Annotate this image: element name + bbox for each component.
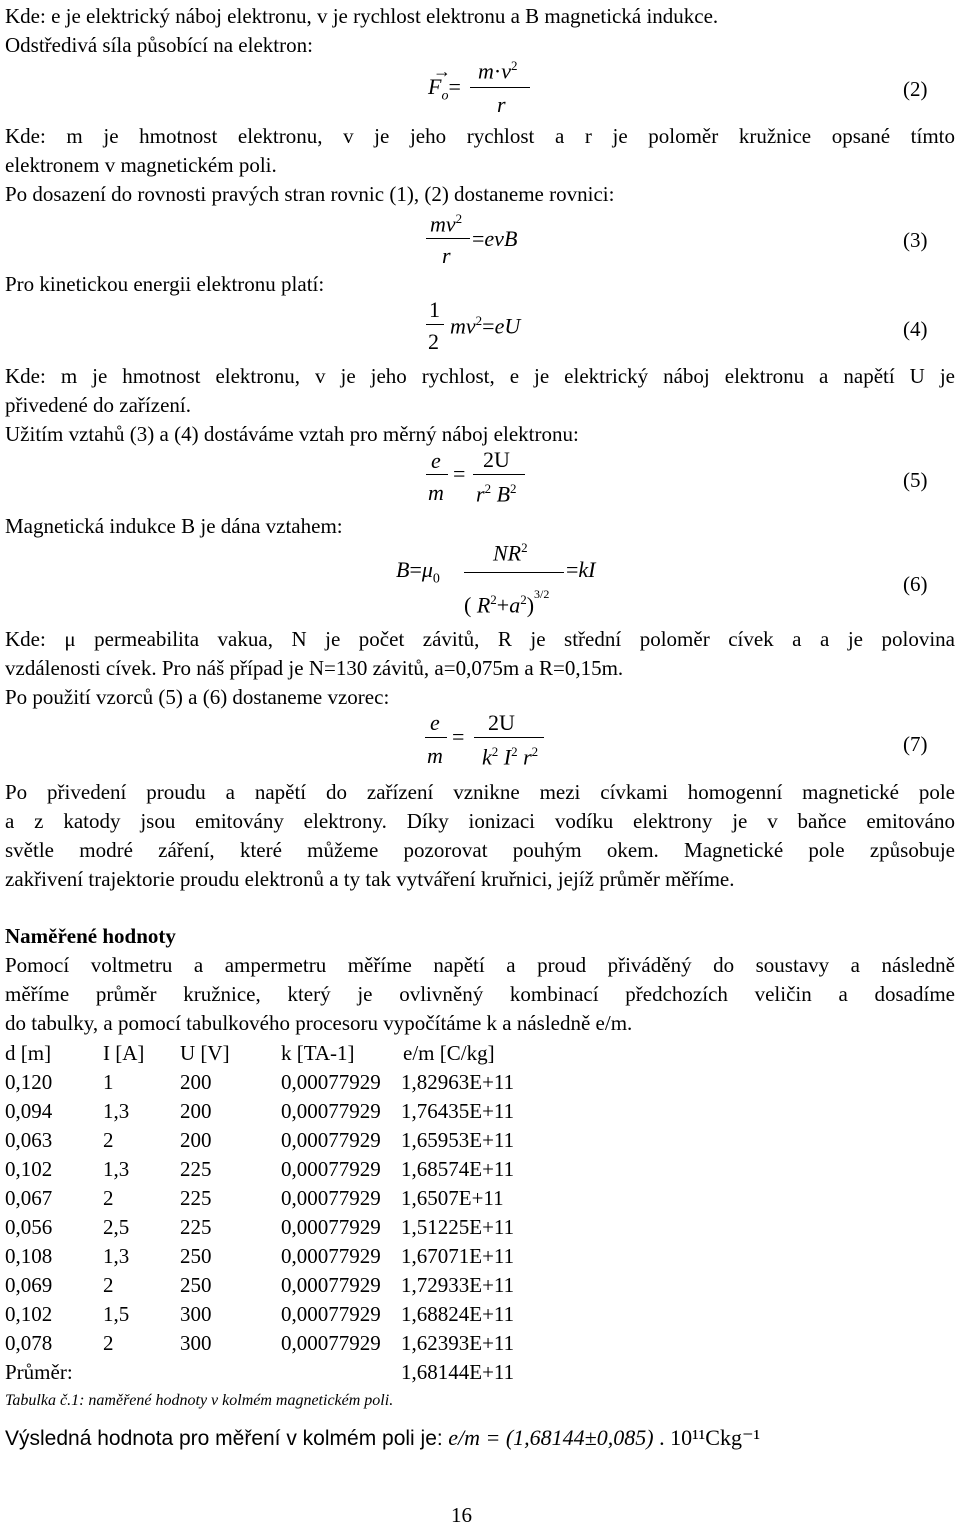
table-cell: 1,6507E+11 [401, 1186, 504, 1210]
text-line-11: Kde: μ permeabilita vakua, N je počet závitů, R je střední poloměr cívek a a je polovina [5, 627, 955, 651]
table-cell: 1,3 [103, 1157, 130, 1181]
text-line-2: Odstředivá síla působící na elektron: [5, 33, 313, 57]
table-cell: 250 [180, 1244, 212, 1268]
text-line-13: Po použití vzorců (5) a (6) dostaneme vzorec: [5, 685, 390, 709]
average-value: 1,68144E+11 [401, 1360, 515, 1384]
text-line-12: vzdálenosti cívek. Pro náš případ je N=130 závitů, a=0,075m a R=0,15m. [5, 656, 624, 680]
text-line-20: do tabulky, a pomocí tabulkového procesoru vypočítáme k a následně e/m. [5, 1011, 633, 1035]
table-cell: 0,094 [5, 1099, 53, 1123]
table-cell: 0,078 [5, 1331, 53, 1355]
table-cell: 2 [103, 1331, 114, 1355]
table-cell: 2 [103, 1128, 114, 1152]
table-cell: 300 [180, 1331, 212, 1355]
text-line-16: světle modré záření, které můžeme pozorovat pouhým okem. Magnetické pole způsobuje [5, 838, 955, 862]
table-cell: 1,51225E+11 [401, 1215, 515, 1239]
text-line-15: a z katody jsou emitovány elektrony. Díky ionizaci vodíku elektrony je v baňce emitováno [5, 809, 955, 833]
text-line-9: Užitím vztahů (3) a (4) dostáváme vztah pro měrný náboj elektronu: [5, 422, 579, 446]
table-cell: 0,00077929 [281, 1157, 381, 1181]
table-cell: 0,069 [5, 1273, 53, 1297]
table-cell: 1,62393E+11 [401, 1331, 515, 1355]
table-cell: 300 [180, 1302, 212, 1326]
table-cell: 225 [180, 1157, 212, 1181]
table-caption: Tabulka č.1: naměřené hodnoty v kolmém magnetickém poli. [5, 1392, 394, 1409]
text-line-3: Kde: m je hmotnost elektronu, v je jeho rychlost a r je poloměr kružnice opsané tímto [5, 124, 955, 148]
table-cell: 0,00077929 [281, 1186, 381, 1210]
table-cell: 1,3 [103, 1244, 130, 1268]
table-cell: 0,102 [5, 1157, 53, 1181]
table-cell: 0,120 [5, 1070, 53, 1094]
table-cell: 0,00077929 [281, 1070, 381, 1094]
table-cell: 0,00077929 [281, 1215, 381, 1239]
text-line-19: měříme průměr kružnice, který je ovlivněný kombinací předchozích veličin a dosadíme [5, 982, 955, 1006]
table-cell: 225 [180, 1215, 212, 1239]
section-heading: Naměřené hodnoty [5, 924, 176, 948]
text-line-1: Kde: e je elektrický náboj elektronu, v je rychlost elektronu a B magnetická indukce. [5, 4, 719, 28]
result-value: e/m = (1,68144±0,085) [448, 1425, 654, 1450]
table-cell: 0,067 [5, 1186, 53, 1210]
text-line-17: zakřivení trajektorie proudu elektronů a ty tak vytváření kruřnici, jejíž průměr měříme. [5, 867, 735, 891]
equation-number-6: (6) [903, 572, 928, 596]
equation-number-2: (2) [903, 77, 928, 101]
equation-number-7: (7) [903, 732, 928, 756]
text-line-5: Po dosazení do rovnosti pravých stran rovnic (1), (2) dostaneme rovnici: [5, 182, 615, 206]
table-cell: 0,00077929 [281, 1128, 381, 1152]
table-cell: 1,72933E+11 [401, 1273, 515, 1297]
table-cell: 200 [180, 1070, 212, 1094]
text-line-6: Pro kinetickou energii elektronu platí: [5, 272, 325, 296]
table-cell: 0,102 [5, 1302, 53, 1326]
table-header: k [TA-1] [281, 1041, 355, 1065]
table-cell: 250 [180, 1273, 212, 1297]
table-cell: 1,68824E+11 [401, 1302, 515, 1326]
table-header: e/m [C/kg] [403, 1041, 495, 1065]
text-line-14: Po přivedení proudu a napětí do zařízení vznikne mezi cívkami homogenní magnetické pole [5, 780, 955, 804]
table-cell: 0,063 [5, 1128, 53, 1152]
equation-number-3: (3) [903, 228, 928, 252]
equation-number-4: (4) [903, 317, 928, 341]
table-cell: 225 [180, 1186, 212, 1210]
table-cell: 1,82963E+11 [401, 1070, 515, 1094]
result-line [5, 1425, 760, 1451]
table-cell: 0,00077929 [281, 1273, 381, 1297]
table-cell: 0,00077929 [281, 1099, 381, 1123]
equation-number-5: (5) [903, 468, 928, 492]
table-cell: 2 [103, 1186, 114, 1210]
table-cell: 0,108 [5, 1244, 53, 1268]
table-cell: 1,65953E+11 [401, 1128, 515, 1152]
table-cell: 1,5 [103, 1302, 130, 1326]
text-line-10: Magnetická indukce B je dána vztahem: [5, 514, 343, 538]
table-cell: 200 [180, 1099, 212, 1123]
table-cell: 1 [103, 1070, 114, 1094]
table-cell: 1,76435E+11 [401, 1099, 515, 1123]
table-header: I [A] [103, 1041, 145, 1065]
table-cell: 200 [180, 1128, 212, 1152]
table-cell: 1,3 [103, 1099, 130, 1123]
text-line-8: přivedené do zařízení. [5, 393, 191, 417]
text-line-4: elektronem v magnetickém poli. [5, 153, 277, 177]
table-header: d [m] [5, 1041, 52, 1065]
table-cell: 0,00077929 [281, 1302, 381, 1326]
text-line-7: Kde: m je hmotnost elektronu, v je jeho rychlost, e je elektrický náboj elektronu a napětí U je [5, 364, 955, 388]
average-label: Průměr: [5, 1360, 73, 1384]
result-unit: . 10¹¹Ckg⁻¹ [659, 1425, 761, 1450]
table-cell: 2 [103, 1273, 114, 1297]
table-cell: 0,00077929 [281, 1331, 381, 1355]
result-label: Výsledná hodnota pro měření v kolmém poli je: [5, 1427, 443, 1450]
table-cell: 0,056 [5, 1215, 53, 1239]
text-line-18: Pomocí voltmetru a ampermetru měříme napětí a proud přiváděný do soustavy a následně [5, 953, 955, 977]
table-cell: 1,67071E+11 [401, 1244, 515, 1268]
table-cell: 1,68574E+11 [401, 1157, 515, 1181]
table-cell: 0,00077929 [281, 1244, 381, 1268]
table-header: U [V] [180, 1041, 230, 1065]
table-cell: 2,5 [103, 1215, 130, 1239]
page-number: 16 [451, 1503, 472, 1527]
